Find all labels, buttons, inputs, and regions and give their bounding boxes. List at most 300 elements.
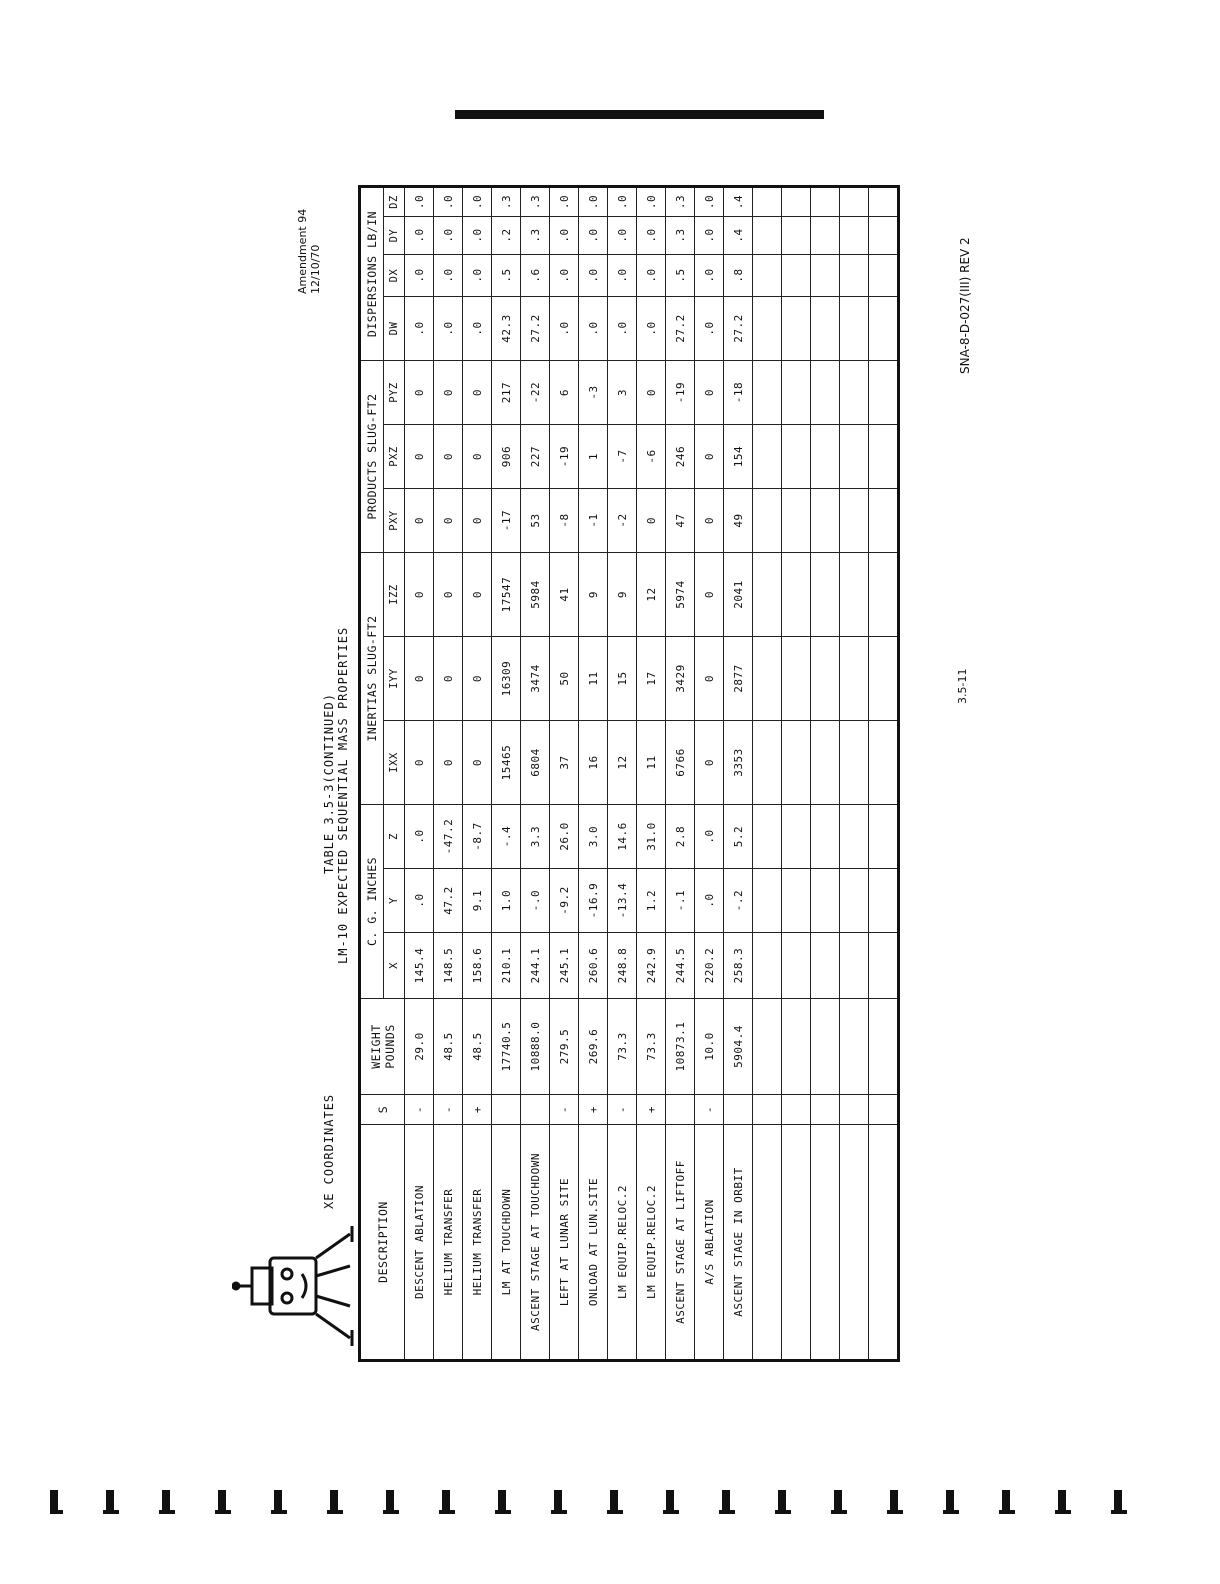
header-izz: IZZ <box>384 553 405 637</box>
table-subtitle: LM-10 EXPECTED SEQUENTIAL MASS PROPERTIES <box>336 626 350 964</box>
cell-y: -.0 <box>521 869 550 933</box>
cell-dx: .0 <box>434 255 463 297</box>
blank-cell <box>782 553 811 637</box>
cell-desc: LM AT TOUCHDOWN <box>492 1125 521 1361</box>
cell-izz: 5974 <box>666 553 695 637</box>
blank-cell <box>782 297 811 361</box>
cell-pxy: 0 <box>463 489 492 553</box>
blank-cell <box>840 187 869 217</box>
edge-mark-base <box>999 1510 1015 1514</box>
cell-ixx: 0 <box>434 721 463 805</box>
edge-mark <box>106 1490 114 1512</box>
blank-cell <box>782 933 811 999</box>
edge-mark-base <box>495 1510 511 1514</box>
cell-s: - <box>434 1095 463 1125</box>
cell-x: 245.1 <box>550 933 579 999</box>
table-row <box>521 187 550 1361</box>
cell-dx: .6 <box>521 255 550 297</box>
cell-iyy: 0 <box>434 637 463 721</box>
edge-mark-base <box>215 1510 231 1514</box>
blank-cell <box>869 721 899 805</box>
cell-z: .0 <box>405 805 434 869</box>
edge-mark-base <box>663 1510 679 1514</box>
cell-desc: LM EQUIP.RELOC.2 <box>637 1125 666 1361</box>
blank-cell <box>811 869 840 933</box>
edge-mark-base <box>1111 1510 1127 1514</box>
cell-desc: ASCENT STAGE AT LIFTOFF <box>666 1125 695 1361</box>
blank-row <box>840 187 869 1361</box>
cell-y: 47.2 <box>434 869 463 933</box>
blank-cell <box>753 187 782 217</box>
cell-w: 73.3 <box>637 999 666 1095</box>
blank-row <box>869 187 899 1361</box>
edge-mark <box>834 1490 842 1512</box>
cell-dw: .0 <box>608 297 637 361</box>
cell-z: -47.2 <box>434 805 463 869</box>
cell-dz: .0 <box>405 187 434 217</box>
cell-dw: .0 <box>434 297 463 361</box>
header-weight-label: WEIGHT <box>368 1024 383 1069</box>
cell-izz: 2041 <box>724 553 753 637</box>
cell-pyz: 3 <box>608 361 637 425</box>
lunar-module-logo <box>232 1216 362 1356</box>
blank-cell <box>782 805 811 869</box>
blank-cell <box>782 217 811 255</box>
cell-ixx: 37 <box>550 721 579 805</box>
edge-mark-base <box>607 1510 623 1514</box>
edge-mark <box>778 1490 786 1512</box>
blank-cell <box>869 425 899 489</box>
cell-iyy: 0 <box>463 637 492 721</box>
blank-cell <box>869 187 899 217</box>
blank-cell <box>753 637 782 721</box>
blank-cell <box>811 999 840 1095</box>
blank-cell <box>811 187 840 217</box>
cell-pyz: -22 <box>521 361 550 425</box>
blank-cell <box>753 489 782 553</box>
cell-iyy: 17 <box>637 637 666 721</box>
cell-dz: .0 <box>579 187 608 217</box>
cell-z: -.4 <box>492 805 521 869</box>
cell-iyy: 50 <box>550 637 579 721</box>
cell-x: 244.5 <box>666 933 695 999</box>
blank-cell <box>869 1125 899 1361</box>
cell-ixx: 3353 <box>724 721 753 805</box>
cell-dw: .0 <box>405 297 434 361</box>
cell-ixx: 0 <box>463 721 492 805</box>
cell-ixx: 6804 <box>521 721 550 805</box>
cell-pyz: 6 <box>550 361 579 425</box>
cell-iyy: 2877 <box>724 637 753 721</box>
header-dz: DZ <box>384 187 405 217</box>
edge-mark-base <box>775 1510 791 1514</box>
blank-cell <box>811 255 840 297</box>
cell-s: - <box>405 1095 434 1125</box>
blank-cell <box>811 1125 840 1361</box>
cell-dy: .0 <box>637 217 666 255</box>
blank-cell <box>840 297 869 361</box>
edge-mark-base <box>831 1510 847 1514</box>
cell-iyy: 0 <box>405 637 434 721</box>
cell-pxz: 246 <box>666 425 695 489</box>
cell-pxy: -1 <box>579 489 608 553</box>
table-row <box>666 187 695 1361</box>
cell-dz: .3 <box>666 187 695 217</box>
cell-izz: 41 <box>550 553 579 637</box>
cell-dy: .0 <box>405 217 434 255</box>
cell-pxz: 227 <box>521 425 550 489</box>
cell-x: 260.6 <box>579 933 608 999</box>
cell-dx: .5 <box>666 255 695 297</box>
cell-dy: .0 <box>579 217 608 255</box>
blank-cell <box>782 999 811 1095</box>
table-row <box>608 187 637 1361</box>
cell-desc: ASCENT STAGE IN ORBIT <box>724 1125 753 1361</box>
table-title: TABLE 3.5-3(CONTINUED) <box>322 693 336 874</box>
cell-dy: .3 <box>666 217 695 255</box>
blank-cell <box>782 187 811 217</box>
cell-pxz: 154 <box>724 425 753 489</box>
blank-cell <box>869 217 899 255</box>
table-row <box>724 187 753 1361</box>
cell-x: 148.5 <box>434 933 463 999</box>
cell-pyz: 0 <box>637 361 666 425</box>
cell-ixx: 6766 <box>666 721 695 805</box>
blank-cell <box>840 425 869 489</box>
cell-ixx: 12 <box>608 721 637 805</box>
cell-z: 31.0 <box>637 805 666 869</box>
cell-pyz: 0 <box>695 361 724 425</box>
cell-dy: .3 <box>521 217 550 255</box>
cell-izz: 0 <box>695 553 724 637</box>
blank-cell <box>840 721 869 805</box>
header-cg-z: Z <box>384 805 405 869</box>
blank-cell <box>782 721 811 805</box>
cell-pxy: -17 <box>492 489 521 553</box>
blank-cell <box>753 361 782 425</box>
blank-cell <box>840 255 869 297</box>
cell-w: 48.5 <box>463 999 492 1095</box>
cell-x: 210.1 <box>492 933 521 999</box>
cell-izz: 9 <box>608 553 637 637</box>
table-row <box>405 187 434 1361</box>
cell-w: 269.6 <box>579 999 608 1095</box>
header-pxz: PXZ <box>384 425 405 489</box>
blank-cell <box>869 297 899 361</box>
coordinate-system-label: XE COORDINATES <box>322 1093 336 1209</box>
cell-pxy: 49 <box>724 489 753 553</box>
cell-y: -9.2 <box>550 869 579 933</box>
cell-w: 48.5 <box>434 999 463 1095</box>
cell-dx: .5 <box>492 255 521 297</box>
blank-cell <box>869 361 899 425</box>
blank-cell <box>753 255 782 297</box>
blank-cell <box>753 1095 782 1125</box>
cell-pxz: -19 <box>550 425 579 489</box>
cell-iyy: 11 <box>579 637 608 721</box>
blank-cell <box>753 1125 782 1361</box>
cell-iyy: 3429 <box>666 637 695 721</box>
blank-cell <box>753 933 782 999</box>
cell-y: 1.2 <box>637 869 666 933</box>
blank-cell <box>753 999 782 1095</box>
revision-bar <box>455 110 824 119</box>
cell-s <box>521 1095 550 1125</box>
blank-cell <box>869 553 899 637</box>
blank-cell <box>782 489 811 553</box>
cell-dy: .2 <box>492 217 521 255</box>
blank-cell <box>811 1095 840 1125</box>
edge-mark <box>610 1490 618 1512</box>
amendment-date: 12/10/70 <box>309 244 322 294</box>
cell-z: .0 <box>695 805 724 869</box>
cell-dx: .0 <box>463 255 492 297</box>
cell-ixx: 16 <box>579 721 608 805</box>
cell-izz: 9 <box>579 553 608 637</box>
blank-cell <box>840 637 869 721</box>
blank-cell <box>840 489 869 553</box>
edge-mark-base <box>1055 1510 1071 1514</box>
edge-mark <box>722 1490 730 1512</box>
edge-index-marks <box>50 1488 1160 1522</box>
header-cg: C. G. INCHES <box>360 805 384 999</box>
blank-row <box>753 187 782 1361</box>
table-row <box>550 187 579 1361</box>
cell-pxz: 0 <box>434 425 463 489</box>
edge-mark-base <box>271 1510 287 1514</box>
cell-izz: 0 <box>405 553 434 637</box>
blank-cell <box>753 553 782 637</box>
cell-z: 3.0 <box>579 805 608 869</box>
header-dispersions: DISPERSIONS LB/IN <box>360 187 384 361</box>
cell-w: 5904.4 <box>724 999 753 1095</box>
blank-row <box>811 187 840 1361</box>
cell-w: 73.3 <box>608 999 637 1095</box>
cell-w: 29.0 <box>405 999 434 1095</box>
blank-cell <box>811 805 840 869</box>
cell-dy: .4 <box>724 217 753 255</box>
cell-dx: .8 <box>724 255 753 297</box>
cell-dw: 27.2 <box>724 297 753 361</box>
cell-y: -.2 <box>724 869 753 933</box>
cell-pxy: 0 <box>637 489 666 553</box>
cell-dz: .4 <box>724 187 753 217</box>
cell-x: 242.9 <box>637 933 666 999</box>
cell-y: 9.1 <box>463 869 492 933</box>
header-ixx: IXX <box>384 721 405 805</box>
edge-mark <box>386 1490 394 1512</box>
cell-dy: .0 <box>608 217 637 255</box>
blank-cell <box>782 1095 811 1125</box>
edge-mark <box>218 1490 226 1512</box>
cell-izz: 5984 <box>521 553 550 637</box>
cell-iyy: 0 <box>695 637 724 721</box>
blank-cell <box>869 999 899 1095</box>
blank-cell <box>869 805 899 869</box>
cell-izz: 17547 <box>492 553 521 637</box>
cell-desc: ASCENT STAGE AT TOUCHDOWN <box>521 1125 550 1361</box>
table-body <box>405 187 899 1361</box>
edge-mark <box>554 1490 562 1512</box>
cell-desc: HELIUM TRANSFER <box>463 1125 492 1361</box>
cell-s <box>492 1095 521 1125</box>
cell-iyy: 3474 <box>521 637 550 721</box>
cell-pxy: 0 <box>405 489 434 553</box>
edge-mark-base <box>383 1510 399 1514</box>
blank-cell <box>782 869 811 933</box>
blank-cell <box>869 255 899 297</box>
blank-cell <box>753 721 782 805</box>
cell-x: 220.2 <box>695 933 724 999</box>
blank-cell <box>811 553 840 637</box>
edge-mark-base <box>159 1510 175 1514</box>
edge-mark <box>666 1490 674 1512</box>
cell-pxz: 0 <box>405 425 434 489</box>
cell-pxy: 53 <box>521 489 550 553</box>
cell-s <box>666 1095 695 1125</box>
cell-s: - <box>550 1095 579 1125</box>
edge-mark-base <box>887 1510 903 1514</box>
edge-mark <box>1114 1490 1122 1512</box>
cell-z: 26.0 <box>550 805 579 869</box>
cell-dz: .0 <box>434 187 463 217</box>
cell-pxz: 0 <box>695 425 724 489</box>
cell-dy: .0 <box>463 217 492 255</box>
cell-pyz: -19 <box>666 361 695 425</box>
cell-dz: .0 <box>463 187 492 217</box>
edge-mark-base <box>50 1510 63 1514</box>
blank-cell <box>753 805 782 869</box>
header-inertias: INERTIAS SLUG-FT2 <box>360 553 384 805</box>
edge-mark <box>330 1490 338 1512</box>
blank-cell <box>840 361 869 425</box>
blank-cell <box>811 425 840 489</box>
cell-dy: .0 <box>434 217 463 255</box>
blank-cell <box>753 869 782 933</box>
cell-pyz: 217 <box>492 361 521 425</box>
blank-cell <box>753 425 782 489</box>
cell-w: 279.5 <box>550 999 579 1095</box>
edge-mark <box>1002 1490 1010 1512</box>
cell-pxy: 0 <box>434 489 463 553</box>
cell-desc: DESCENT ABLATION <box>405 1125 434 1361</box>
cell-dw: .0 <box>463 297 492 361</box>
amendment-block <box>296 209 322 294</box>
header-products: PRODUCTS SLUG-FT2 <box>360 361 384 553</box>
blank-cell <box>840 805 869 869</box>
edge-mark-base <box>103 1510 119 1514</box>
header-dy: DY <box>384 217 405 255</box>
blank-cell <box>840 869 869 933</box>
header-iyy: IYY <box>384 637 405 721</box>
cell-ixx: 0 <box>405 721 434 805</box>
cell-dx: .0 <box>405 255 434 297</box>
cell-s: - <box>695 1095 724 1125</box>
header-cg-y: Y <box>384 869 405 933</box>
header-weight-unit: POUNDS <box>382 1024 397 1069</box>
cell-pyz: -3 <box>579 361 608 425</box>
cell-x: 258.3 <box>724 933 753 999</box>
blank-cell <box>782 361 811 425</box>
edge-mark <box>1058 1490 1066 1512</box>
edge-mark <box>162 1490 170 1512</box>
header-description: DESCRIPTION <box>360 1125 405 1361</box>
mass-properties-table <box>358 185 900 1362</box>
cell-z: 5.2 <box>724 805 753 869</box>
blank-cell <box>811 361 840 425</box>
cell-dz: .0 <box>550 187 579 217</box>
edge-mark-base <box>551 1510 567 1514</box>
cell-dw: 27.2 <box>521 297 550 361</box>
blank-cell <box>869 869 899 933</box>
cell-dw: .0 <box>579 297 608 361</box>
edge-mark-base <box>327 1510 343 1514</box>
table-row <box>434 187 463 1361</box>
cell-dw: .0 <box>637 297 666 361</box>
cell-pxy: -8 <box>550 489 579 553</box>
blank-cell <box>811 217 840 255</box>
blank-cell <box>811 933 840 999</box>
blank-cell <box>782 637 811 721</box>
cell-desc: ONLOAD AT LUN.SITE <box>579 1125 608 1361</box>
cell-x: 244.1 <box>521 933 550 999</box>
blank-cell <box>869 489 899 553</box>
cell-dz: .0 <box>608 187 637 217</box>
cell-dy: .0 <box>695 217 724 255</box>
blank-cell <box>753 297 782 361</box>
header-cg-x: X <box>384 933 405 999</box>
blank-row <box>782 187 811 1361</box>
cell-z: 14.6 <box>608 805 637 869</box>
cell-z: 2.8 <box>666 805 695 869</box>
blank-cell <box>782 425 811 489</box>
cell-s <box>724 1095 753 1125</box>
cell-dy: .0 <box>550 217 579 255</box>
cell-dx: .0 <box>695 255 724 297</box>
edge-mark <box>274 1490 282 1512</box>
cell-izz: 12 <box>637 553 666 637</box>
cell-pyz: -18 <box>724 361 753 425</box>
cell-pyz: 0 <box>434 361 463 425</box>
cell-pxz: 0 <box>463 425 492 489</box>
cell-desc: LEFT AT LUNAR SITE <box>550 1125 579 1361</box>
cell-dw: 42.3 <box>492 297 521 361</box>
cell-w: 17740.5 <box>492 999 521 1095</box>
edge-mark <box>498 1490 506 1512</box>
blank-cell <box>840 999 869 1095</box>
cell-z: 3.3 <box>521 805 550 869</box>
cell-dw: 27.2 <box>666 297 695 361</box>
blank-cell <box>811 721 840 805</box>
cell-dx: .0 <box>550 255 579 297</box>
page-number: 3.5-11 <box>956 668 969 704</box>
edge-mark <box>890 1490 898 1512</box>
blank-cell <box>840 553 869 637</box>
cell-iyy: 16309 <box>492 637 521 721</box>
cell-desc: LM EQUIP.RELOC.2 <box>608 1125 637 1361</box>
cell-pxy: 47 <box>666 489 695 553</box>
header-pyz: PYZ <box>384 361 405 425</box>
cell-dz: .3 <box>521 187 550 217</box>
amendment-label: Amendment 94 <box>296 208 309 294</box>
edge-mark-base <box>943 1510 959 1514</box>
cell-dz: .0 <box>637 187 666 217</box>
cell-ixx: 0 <box>695 721 724 805</box>
cell-pxz: -7 <box>608 425 637 489</box>
cell-s: + <box>637 1095 666 1125</box>
blank-cell <box>840 217 869 255</box>
blank-cell <box>869 637 899 721</box>
